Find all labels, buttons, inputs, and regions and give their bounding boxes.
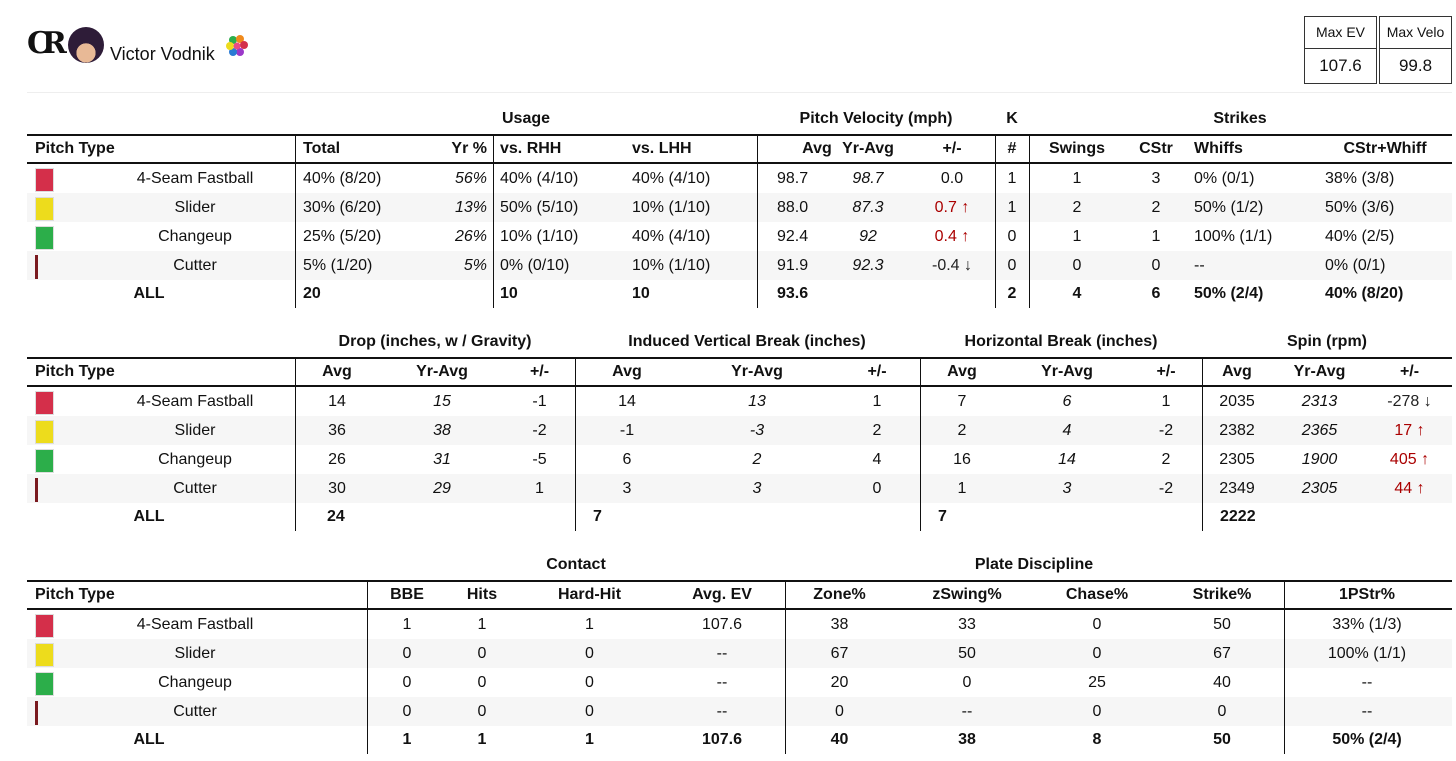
pitch-color-swatch xyxy=(35,701,38,725)
stat-cell: 2305 xyxy=(1301,479,1338,497)
pitch-row-changeup xyxy=(27,222,1452,251)
stat-cell: 50 xyxy=(1213,615,1231,633)
total-cell: 1 xyxy=(477,731,487,748)
stat-cell: 4 xyxy=(872,450,882,468)
total-cell: 10 xyxy=(632,285,650,302)
stat-cell: 2 xyxy=(872,421,882,439)
stat-cell: -5 xyxy=(532,450,547,468)
pitch-color-swatch xyxy=(35,391,54,415)
stat-cell: 0 xyxy=(1092,702,1102,720)
group-header-row xyxy=(27,106,1452,134)
pitch-name: Slider xyxy=(174,644,216,662)
stat-cell: 30 xyxy=(328,479,346,497)
group-header: Strikes xyxy=(1213,110,1267,127)
column-header: Avg xyxy=(1222,363,1252,380)
pitch-row-slider xyxy=(27,639,1452,668)
column-divider xyxy=(1029,134,1030,308)
stat-cell: 50% (3/6) xyxy=(1325,198,1395,216)
pitch-name: Slider xyxy=(174,198,216,216)
stat-cell: 1900 xyxy=(1301,450,1338,468)
stat-cell: 0% (0/10) xyxy=(500,256,570,274)
stat-cell: 1 xyxy=(1151,227,1161,245)
stat-cell: 38 xyxy=(433,421,451,439)
column-header: Pitch Type xyxy=(35,363,115,380)
column-header: 1PStr% xyxy=(1338,586,1396,603)
stat-cell: 91.9 xyxy=(777,256,809,274)
stat-cell: 40 xyxy=(1213,673,1231,691)
pitch-color-swatch xyxy=(35,643,54,667)
stat-cell: 0 xyxy=(402,702,412,720)
column-header: Hits xyxy=(466,586,498,603)
column-divider xyxy=(757,134,758,308)
column-header: vs. LHH xyxy=(632,140,692,157)
stat-cell: 33 xyxy=(958,615,976,633)
stat-cell: 2349 xyxy=(1219,479,1255,497)
pitch-row-slider xyxy=(27,416,1452,445)
pitch-name: Changeup xyxy=(158,450,232,468)
column-divider xyxy=(295,134,296,308)
stat-cell: 5% xyxy=(463,256,487,274)
total-cell: 38 xyxy=(958,731,976,748)
group-header: Usage xyxy=(501,110,551,127)
total-cell: 8 xyxy=(1092,731,1102,748)
pitch-color-swatch xyxy=(35,614,54,638)
stat-cell: 50% (1/2) xyxy=(1194,198,1264,216)
stat-cell: 44 ↑ xyxy=(1394,479,1425,497)
stat-cell: 29 xyxy=(433,479,451,497)
stat-cell: 3 xyxy=(1062,479,1072,497)
column-header: Yr-Avg xyxy=(1293,363,1346,380)
stat-cell: 100% (1/1) xyxy=(1194,227,1273,245)
column-header: Strike% xyxy=(1192,586,1252,603)
pitch-name: Cutter xyxy=(173,702,217,720)
column-divider xyxy=(575,357,576,531)
stat-cell: 0% (0/1) xyxy=(1325,256,1386,274)
group-header-row xyxy=(27,329,1452,357)
stat-cell: -2 xyxy=(532,421,547,439)
column-header: Zone% xyxy=(813,586,866,603)
stat-value: 107.6 xyxy=(1319,56,1362,75)
column-header: +/- xyxy=(942,140,962,157)
stat-cell: 10% (1/10) xyxy=(632,256,711,274)
group-header: K xyxy=(1006,110,1018,127)
group-header: Spin (rpm) xyxy=(1287,333,1367,350)
stat-cell: -3 xyxy=(749,421,765,439)
stat-cell: 0 xyxy=(1092,615,1102,633)
all-pitches-row xyxy=(27,726,1452,754)
stat-cell: -- xyxy=(1361,673,1373,691)
total-cell: 40% (8/20) xyxy=(1325,285,1404,302)
total-cell: 7 xyxy=(938,508,947,525)
pitch-row-cutter xyxy=(27,251,1452,280)
pitch-color-swatch xyxy=(35,449,54,473)
stat-cell: 0 xyxy=(402,644,412,662)
movement-spin-table xyxy=(27,329,1452,531)
group-header: Drop (inches, w / Gravity) xyxy=(338,333,532,350)
pitch-row-4-seam-fastball xyxy=(27,387,1452,416)
pitch-color-swatch xyxy=(35,672,54,696)
stat-cell: 1 xyxy=(872,392,882,410)
stat-cell: 92.3 xyxy=(852,256,884,274)
stat-cell: 0 xyxy=(402,673,412,691)
stat-cell: 1 xyxy=(585,615,594,633)
stat-cell: 2365 xyxy=(1301,421,1338,439)
pitch-name: 4-Seam Fastball xyxy=(136,615,254,633)
total-cell: 93.6 xyxy=(777,285,809,302)
stat-cell: 0 xyxy=(477,644,487,662)
stat-cell: 7 xyxy=(957,392,967,410)
stat-cell: 98.7 xyxy=(852,169,884,187)
column-header: vs. RHH xyxy=(500,140,562,157)
stat-cell: 1 xyxy=(957,479,967,497)
pitch-row-4-seam-fastball xyxy=(27,610,1452,639)
stat-cell: 1 xyxy=(477,615,487,633)
stat-cell: 67 xyxy=(1213,644,1231,662)
column-header: Yr-Avg xyxy=(731,363,783,380)
column-header: Pitch Type xyxy=(35,586,115,603)
stat-cell: 14 xyxy=(1058,450,1076,468)
stat-cell: 36 xyxy=(328,421,346,439)
stat-cell: 33% (1/3) xyxy=(1332,615,1402,633)
stat-cell: 0.4 ↑ xyxy=(934,227,970,245)
column-header: +/- xyxy=(529,363,550,380)
stat-cell: 4 xyxy=(1062,421,1072,439)
stat-cell: 0 xyxy=(585,702,594,720)
stat-cell: 56% xyxy=(454,169,487,187)
column-header: +/- xyxy=(867,363,887,380)
stat-cell: 2035 xyxy=(1219,392,1255,410)
stat-cell: -2 xyxy=(1158,479,1174,497)
column-header: zSwing% xyxy=(932,586,1002,603)
stat-cell: 26 xyxy=(328,450,346,468)
pitch-name: Changeup xyxy=(158,673,232,691)
max-ev-stat xyxy=(1304,16,1377,84)
group-header: Horizontal Break (inches) xyxy=(964,333,1158,350)
team-logo: CR xyxy=(27,26,58,61)
report-header xyxy=(0,0,1456,92)
stat-cell: 50% (5/10) xyxy=(500,198,579,216)
stat-cell: 92.4 xyxy=(777,227,809,245)
usage-velocity-strikes-table xyxy=(27,106,1452,308)
pitch-row-cutter xyxy=(27,474,1452,503)
stat-cell: 0 xyxy=(477,702,487,720)
stat-cell: 13% xyxy=(454,198,487,216)
pitch-row-cutter xyxy=(27,697,1452,726)
all-label: ALL xyxy=(133,508,165,525)
stat-cell: 0% (0/1) xyxy=(1194,169,1255,187)
stat-cell: 40% (4/10) xyxy=(500,169,579,187)
stat-cell: 17 ↑ xyxy=(1394,421,1425,439)
total-cell: 2222 xyxy=(1220,508,1256,525)
stat-cell: 2 xyxy=(752,450,762,468)
pitch-color-swatch xyxy=(35,197,54,221)
total-cell: 6 xyxy=(1151,285,1161,302)
column-header-row xyxy=(27,580,1452,610)
column-header: Yr-Avg xyxy=(416,363,468,380)
stat-cell: 92 xyxy=(859,227,877,245)
stat-cell: 1 xyxy=(402,615,412,633)
stat-cell: 2 xyxy=(1161,450,1171,468)
stat-cell: 6 xyxy=(622,450,632,468)
stat-label: Max Velo xyxy=(1380,17,1451,49)
stat-cell: -1 xyxy=(532,392,547,410)
column-divider xyxy=(995,134,996,308)
pitch-color-swatch xyxy=(35,420,54,444)
column-divider xyxy=(1202,357,1203,531)
stat-cell: -278 ↓ xyxy=(1387,392,1432,410)
column-divider xyxy=(785,580,786,754)
all-label: ALL xyxy=(133,285,165,302)
all-label: ALL xyxy=(133,731,165,748)
total-cell: 4 xyxy=(1072,285,1082,302)
stat-cell: -1 xyxy=(619,421,635,439)
stat-cell: 0.7 ↑ xyxy=(934,198,970,216)
stat-cell: 0 xyxy=(1007,227,1017,245)
stat-cell: 38% (3/8) xyxy=(1325,169,1395,187)
stat-cell: 1 xyxy=(1072,169,1082,187)
stat-cell: 31 xyxy=(433,450,451,468)
all-pitches-row xyxy=(27,280,1452,308)
total-cell: 50% (2/4) xyxy=(1194,285,1264,302)
stat-cell: 25% (5/20) xyxy=(303,227,382,245)
stat-cell: 3 xyxy=(1151,169,1161,187)
pitch-color-swatch xyxy=(35,255,38,279)
stat-cell: 0 xyxy=(477,673,487,691)
group-header: Contact xyxy=(546,556,606,573)
column-header: Pitch Type xyxy=(35,140,115,157)
stat-cell: 88.0 xyxy=(777,198,809,216)
column-header-row xyxy=(27,134,1452,164)
stat-cell: 3 xyxy=(622,479,632,497)
group-header: Induced Vertical Break (inches) xyxy=(628,333,866,350)
stat-cell: 405 ↑ xyxy=(1389,450,1430,468)
stat-value: 99.8 xyxy=(1398,56,1433,75)
stat-cell: 0 xyxy=(835,702,844,720)
stat-cell: 40% (2/5) xyxy=(1325,227,1395,245)
stat-cell: 0.0 xyxy=(940,169,964,187)
column-header: +/- xyxy=(1399,363,1420,380)
stat-cell: -- xyxy=(1361,702,1373,720)
stat-cell: 2382 xyxy=(1219,421,1255,439)
stat-cell: 0 xyxy=(1092,644,1102,662)
pitch-color-swatch xyxy=(35,168,54,192)
pitch-name: Changeup xyxy=(158,227,232,245)
stat-label: Max EV xyxy=(1305,17,1376,49)
column-header: Yr-Avg xyxy=(842,140,894,157)
all-pitches-row xyxy=(27,503,1452,531)
stat-cell: -- xyxy=(1194,256,1205,274)
column-header: Yr-Avg xyxy=(1041,363,1093,380)
group-header: Pitch Velocity (mph) xyxy=(799,110,953,127)
total-cell: 50% (2/4) xyxy=(1332,731,1402,748)
pitch-name: 4-Seam Fastball xyxy=(136,169,254,187)
column-header: +/- xyxy=(1156,363,1176,380)
column-header: Avg xyxy=(612,363,642,380)
stat-cell: 6 xyxy=(1062,392,1072,410)
pitch-row-4-seam-fastball xyxy=(27,164,1452,193)
stat-cell: 1 xyxy=(535,479,544,497)
stat-cell: 15 xyxy=(433,392,451,410)
stat-cell: -- xyxy=(961,702,973,720)
total-cell: 2 xyxy=(1007,285,1017,302)
column-divider xyxy=(367,580,368,754)
stat-cell: 40% (4/10) xyxy=(632,227,711,245)
stat-cell: 13 xyxy=(748,392,766,410)
stat-cell: 40% (8/20) xyxy=(303,169,382,187)
player-name: Victor Vodnik xyxy=(110,44,215,64)
stat-cell: 0 xyxy=(1007,256,1017,274)
stat-cell: 3 xyxy=(752,479,762,497)
stat-cell: 67 xyxy=(830,644,849,662)
total-cell: 107.6 xyxy=(701,731,743,748)
stat-cell: -- xyxy=(716,673,728,691)
stat-cell: 5% (1/20) xyxy=(303,256,373,274)
column-header: BBE xyxy=(390,586,424,603)
stat-cell: 50 xyxy=(958,644,976,662)
stat-cell: 10% (1/10) xyxy=(500,227,579,245)
pitch-mix-badge-icon xyxy=(225,34,249,58)
stat-cell: 87.3 xyxy=(852,198,884,216)
total-cell: 10 xyxy=(500,285,518,302)
stat-cell: -2 xyxy=(1158,421,1174,439)
column-header: Avg xyxy=(322,363,352,380)
stat-cell: 0 xyxy=(962,673,972,691)
pitch-name: Cutter xyxy=(173,256,217,274)
column-header: Total xyxy=(303,140,341,157)
stat-cell: 0 xyxy=(1151,256,1161,274)
column-header: Swings xyxy=(1048,140,1105,157)
total-cell: 20 xyxy=(303,285,321,302)
stat-cell: 2 xyxy=(957,421,967,439)
pitch-row-changeup xyxy=(27,445,1452,474)
contact-plate-discipline-table xyxy=(27,552,1452,754)
stat-cell: 100% (1/1) xyxy=(1327,644,1407,662)
stat-cell: 38 xyxy=(830,615,849,633)
stat-cell: 25 xyxy=(1088,673,1106,691)
pitch-name: Cutter xyxy=(173,479,217,497)
stat-cell: 26% xyxy=(454,227,487,245)
pitch-color-swatch xyxy=(35,478,38,502)
column-header: Yr % xyxy=(451,140,487,157)
column-header: Avg xyxy=(802,140,832,157)
pitch-name: Slider xyxy=(174,421,216,439)
stat-cell: 1 xyxy=(1072,227,1082,245)
stat-cell: 2 xyxy=(1072,198,1082,216)
pitch-row-changeup xyxy=(27,668,1452,697)
column-header-row xyxy=(27,357,1452,387)
total-cell: 50 xyxy=(1213,731,1231,748)
stat-cell: 1 xyxy=(1007,169,1017,187)
column-header: Chase% xyxy=(1065,586,1129,603)
column-header: Avg xyxy=(947,363,977,380)
stat-cell: -0.4 ↓ xyxy=(931,256,972,274)
stat-cell: 20 xyxy=(830,673,849,691)
column-header: CStr xyxy=(1139,140,1173,157)
column-header: Whiffs xyxy=(1194,140,1243,157)
total-cell: 40 xyxy=(830,731,849,748)
stat-cell: 2 xyxy=(1151,198,1161,216)
stat-cell: -- xyxy=(716,702,728,720)
stat-cell: 0 xyxy=(585,644,594,662)
stat-cell: 16 xyxy=(953,450,971,468)
player-avatar xyxy=(68,27,104,63)
column-header: CStr+Whiff xyxy=(1343,140,1427,157)
total-cell: 1 xyxy=(585,731,594,748)
pitch-row-slider xyxy=(27,193,1452,222)
stat-cell: 1 xyxy=(1007,198,1017,216)
stat-cell: 98.7 xyxy=(777,169,809,187)
column-divider xyxy=(920,357,921,531)
stat-cell: 14 xyxy=(618,392,636,410)
stat-cell: 0 xyxy=(1217,702,1227,720)
stat-cell: 30% (6/20) xyxy=(303,198,382,216)
column-divider xyxy=(1284,580,1285,754)
stat-cell: 0 xyxy=(872,479,882,497)
stat-cell: 10% (1/10) xyxy=(632,198,711,216)
total-cell: 1 xyxy=(402,731,412,748)
stat-cell: 1 xyxy=(1161,392,1171,410)
total-cell: 24 xyxy=(327,508,345,525)
stat-cell: -- xyxy=(716,644,728,662)
stat-cell: 107.6 xyxy=(701,615,743,633)
stat-cell: 14 xyxy=(328,392,346,410)
stat-cell: 0 xyxy=(1072,256,1082,274)
column-header: Avg. EV xyxy=(692,586,752,603)
column-divider xyxy=(493,134,494,308)
stat-cell: 2305 xyxy=(1219,450,1255,468)
total-cell: 7 xyxy=(593,508,602,525)
group-header-row xyxy=(27,552,1452,580)
header-divider xyxy=(27,92,1452,93)
stat-cell: 0 xyxy=(585,673,594,691)
column-header: # xyxy=(1007,140,1017,157)
pitch-color-swatch xyxy=(35,226,54,250)
max-velo-stat xyxy=(1379,16,1452,84)
column-header: Hard-Hit xyxy=(557,586,622,603)
column-divider xyxy=(295,357,296,531)
pitch-name: 4-Seam Fastball xyxy=(136,392,254,410)
stat-cell: 40% (4/10) xyxy=(632,169,711,187)
group-header: Plate Discipline xyxy=(974,556,1094,573)
stat-cell: 2313 xyxy=(1301,392,1338,410)
